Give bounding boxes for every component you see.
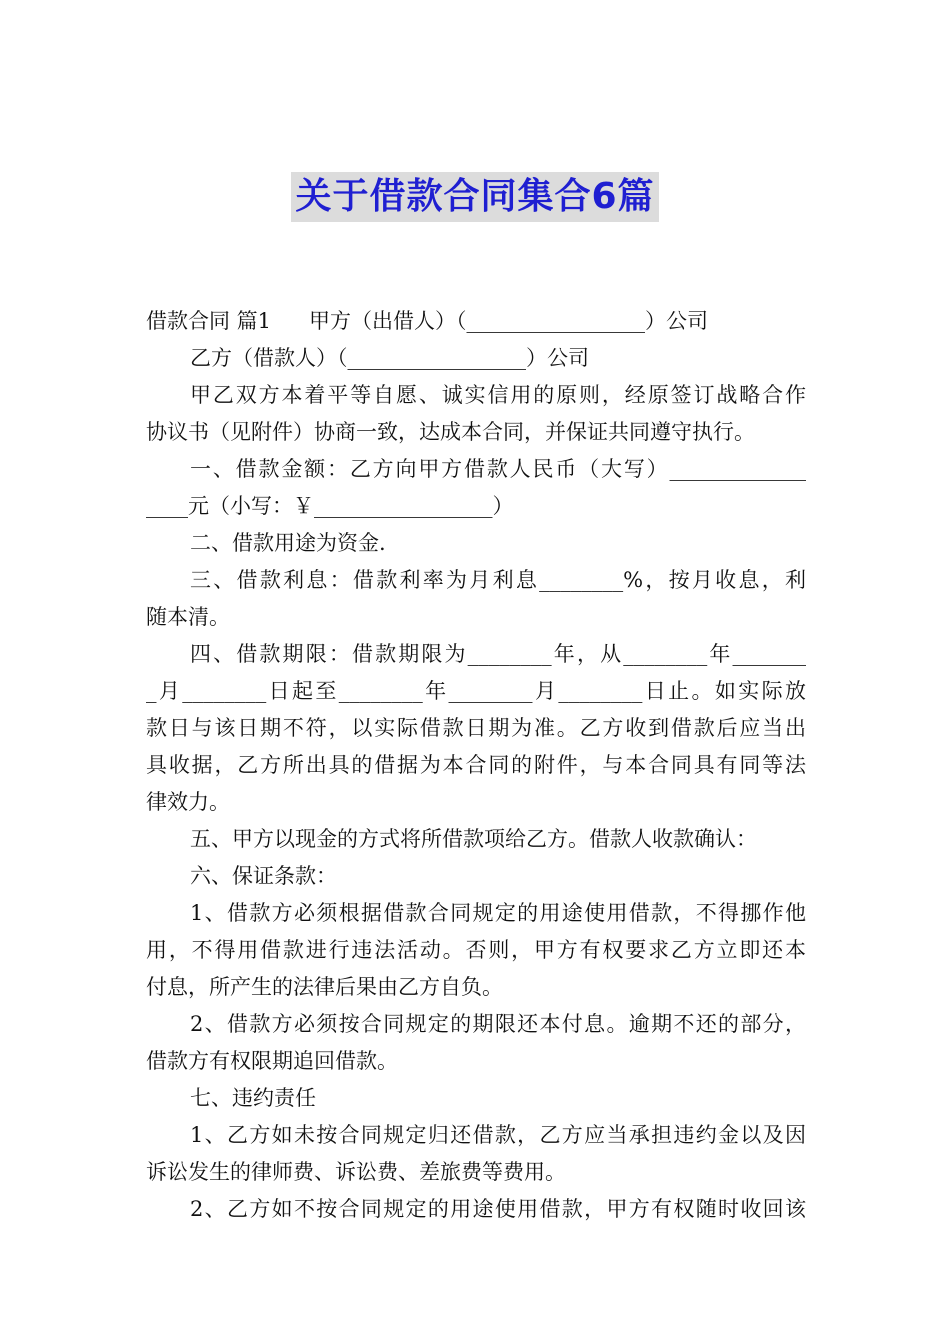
party-a-text: 甲方（出借人）（_________________）公司 [309,309,709,333]
document-body [146,303,806,1228]
paragraph-line: 随本清。 [146,605,230,629]
paragraph-line: 一、借款金额：乙方向甲方借款人民币（大写）_____________ [190,457,806,481]
paragraph-line: 付息，所产生的法律后果由乙方自负。 [146,975,503,999]
section-heading: 借款合同 篇1 [146,309,272,333]
title-area [0,172,950,222]
paragraph-line: 1、借款方必须根据借款合同规定的用途使用借款，不得挪作他 [190,901,806,925]
document-title: 关于借款合同集合6篇 [291,172,658,222]
paragraph-line: 诉讼发生的律师费、诉讼费、差旅费等费用。 [146,1160,566,1184]
paragraph-line: ____元（小写：￥_________________） [146,494,514,518]
paragraph-line: 用，不得用借款进行违法活动。否则，甲方有权要求乙方立即还本 [146,938,806,962]
paragraph-line: 四、借款期限：借款期限为________年，从________年_______ [190,642,806,666]
paragraph-line: 六、保证条款： [190,864,337,888]
paragraph-line: 七、违约责任 [190,1086,316,1110]
paragraph-line: 三、借款利息：借款利率为月利息________%，按月收息，利 [190,568,806,592]
paragraph-line: 协议书（见附件）协商一致，达成本合同，并保证共同遵守执行。 [146,420,755,444]
paragraph-line: 2、借款方必须按合同规定的期限还本付息。逾期不还的部分， [190,1012,806,1036]
paragraph-line: 律效力。 [146,790,230,814]
paragraph-line: 款日与该日期不符，以实际借款日期为准。乙方收到借款后应当出 [146,716,806,740]
paragraph-line: 五、甲方以现金的方式将所借款项给乙方。借款人收款确认： [190,827,757,851]
paragraph-line: 2、乙方如不按合同规定的用途使用借款，甲方有权随时收回该 [190,1197,806,1221]
paragraph-line: 借款方有权限期追回借款。 [146,1049,398,1073]
paragraph-line: _月________日起至________年________月________日止。如实际放 [146,679,806,703]
paragraph-line: 具收据，乙方所出具的借据为本合同的附件，与本合同具有同等法 [146,753,806,777]
paragraph-line: 甲乙双方本着平等自愿、诚实信用的原则，经原签订战略合作 [190,383,806,407]
party-b-line: 乙方（借款人）（_________________）公司 [190,346,589,370]
paragraph-line: 1、乙方如未按合同规定归还借款，乙方应当承担违约金以及因 [190,1123,806,1147]
paragraph-line: 二、借款用途为资金. [190,531,386,555]
party-a-line [146,303,806,340]
